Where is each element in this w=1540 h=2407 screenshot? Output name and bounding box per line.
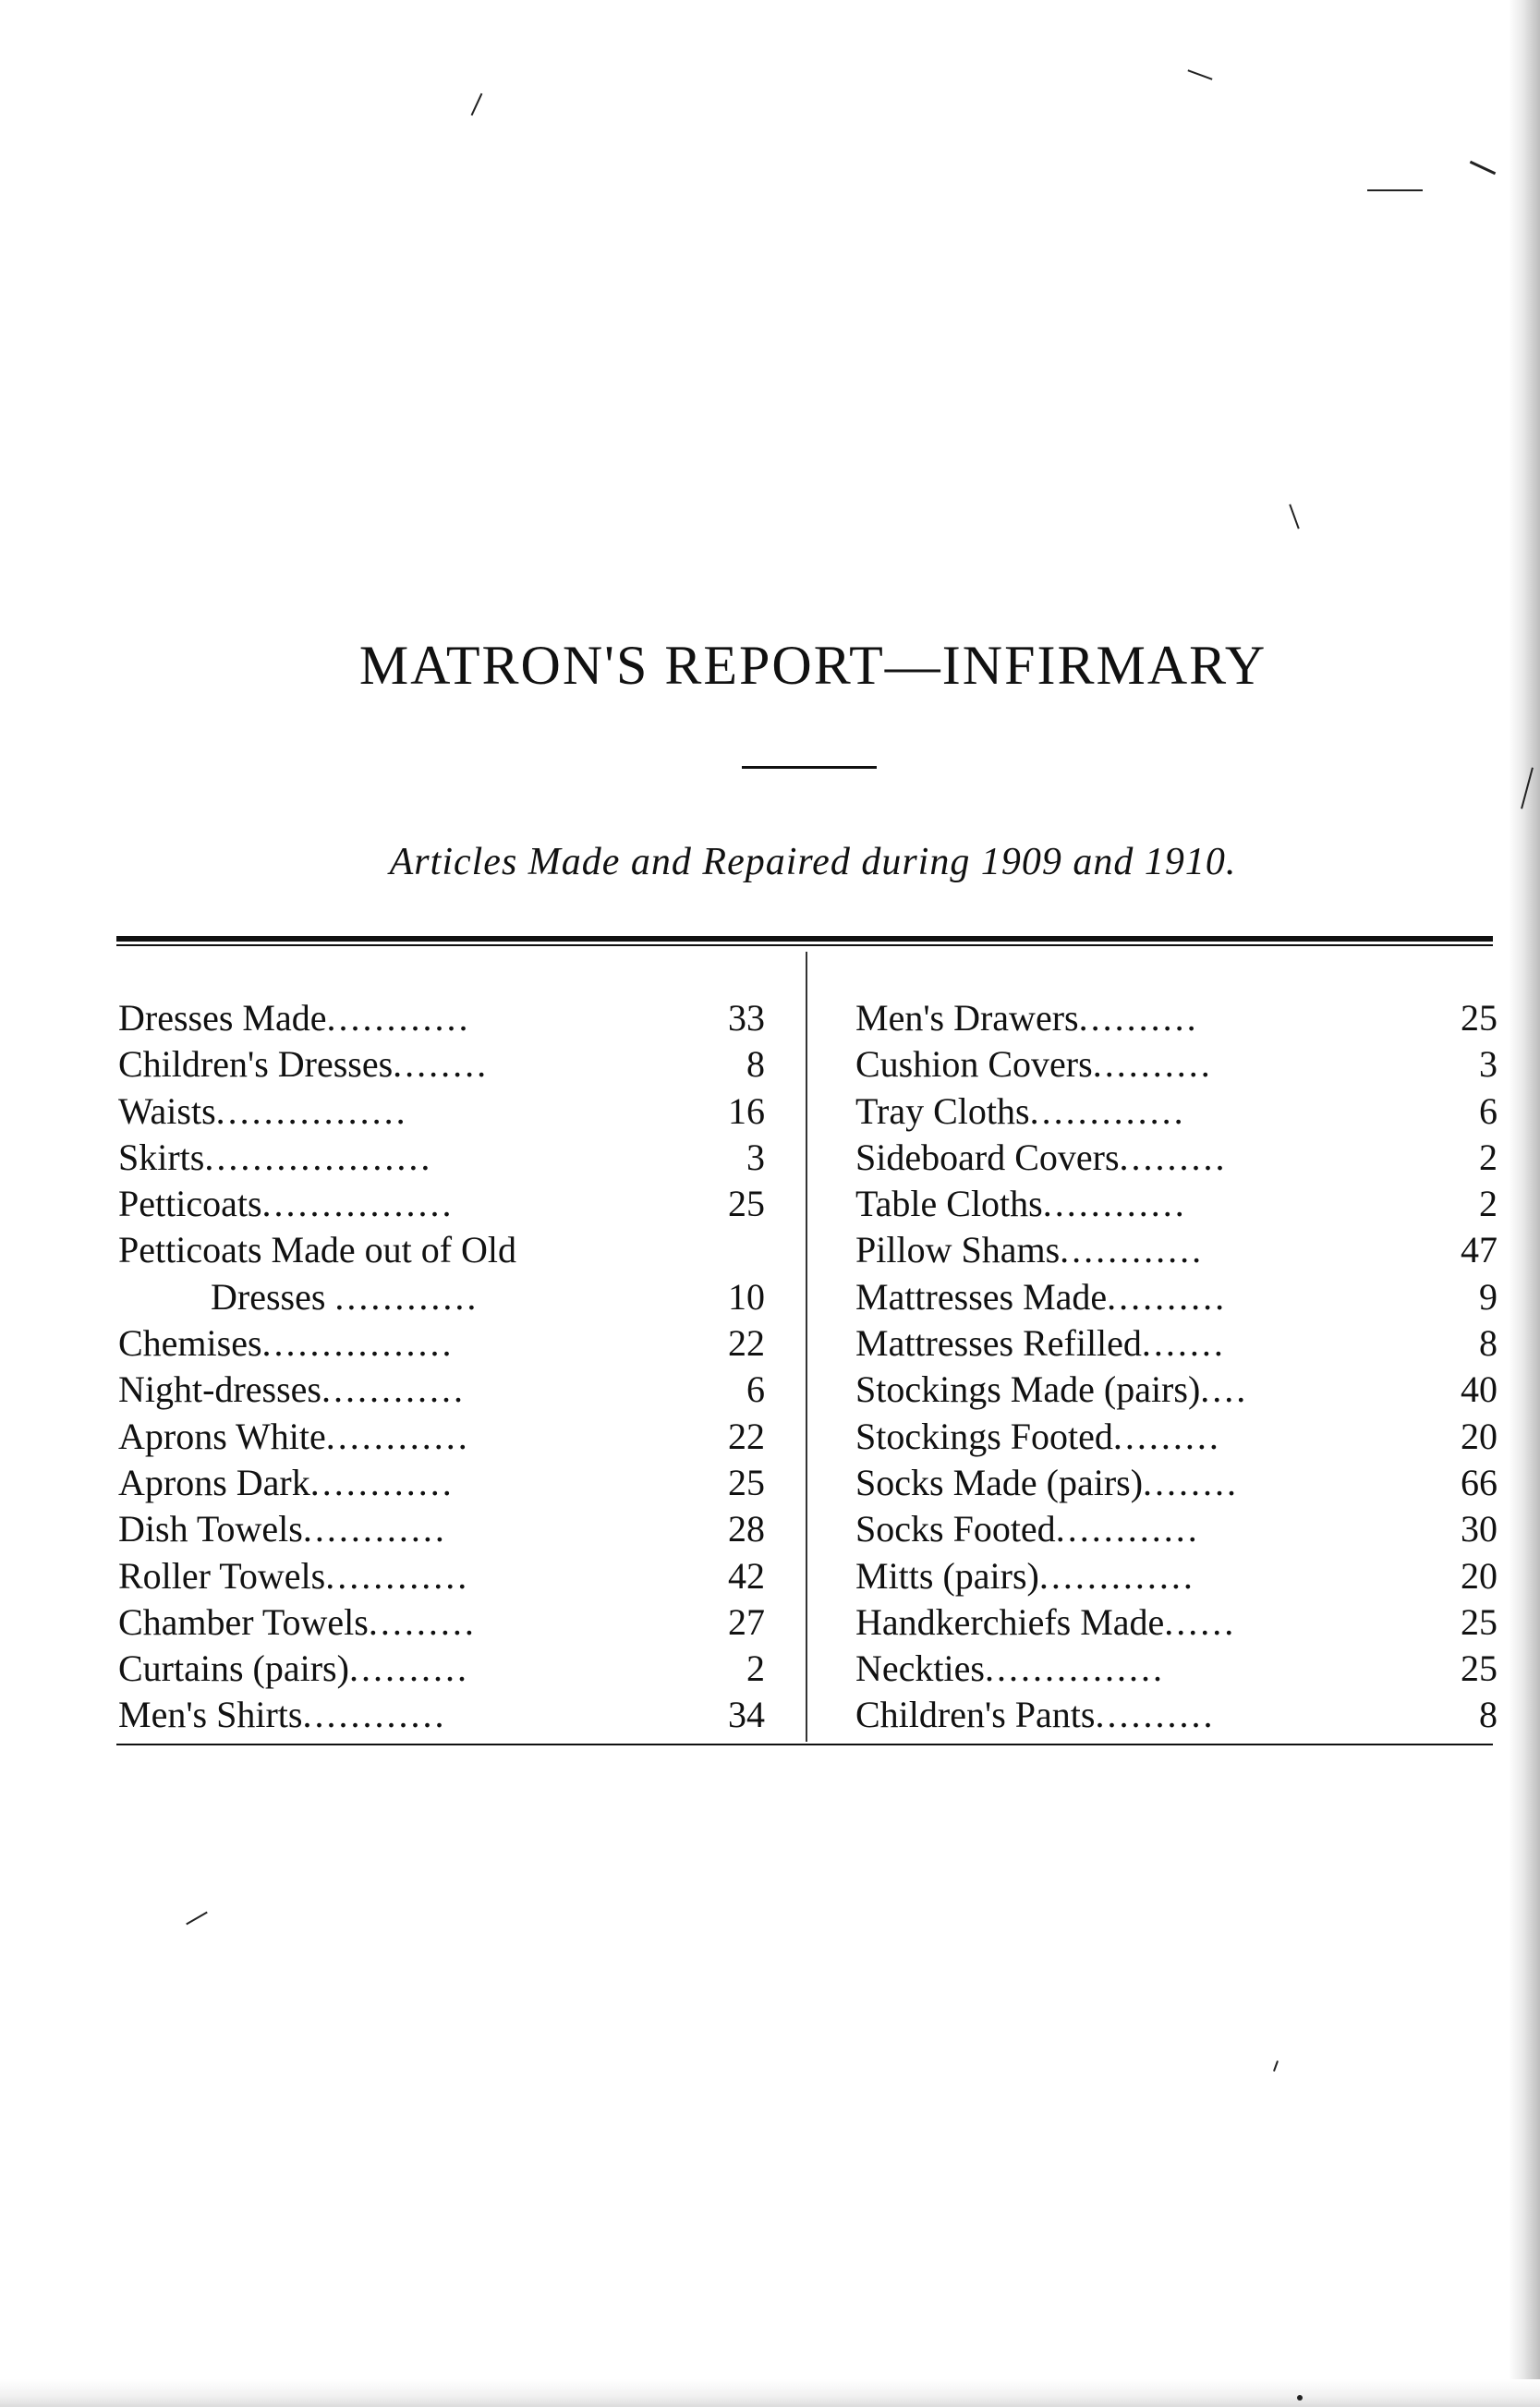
- item-label: Socks Made (pairs)........: [855, 1461, 1240, 1503]
- table-row: [118, 1414, 765, 1460]
- item-count: 42: [728, 1554, 765, 1597]
- item-count: 40: [1461, 1368, 1498, 1411]
- scan-mark: [186, 1912, 208, 1926]
- table-row: [855, 1135, 1498, 1181]
- item-label: Men's Shirts............: [118, 1694, 447, 1736]
- item-label: Skirts...................: [118, 1136, 433, 1178]
- item-count: 25: [728, 1183, 765, 1225]
- table-row: [855, 1367, 1498, 1413]
- scan-mark: [1273, 2061, 1279, 2072]
- scan-mark: [471, 93, 483, 115]
- page-edge-shadow: [1509, 0, 1540, 2407]
- item-label: Neckties...............: [855, 1647, 1165, 1690]
- table-bottom-rule: [116, 1744, 1493, 1745]
- item-label: Mattresses Refilled.......: [855, 1322, 1226, 1365]
- item-count: 3: [746, 1136, 765, 1178]
- table-row: [855, 1274, 1498, 1320]
- table-row: [118, 1506, 765, 1552]
- item-label: Chemises................: [118, 1322, 455, 1365]
- item-label: Stockings Made (pairs)....: [855, 1368, 1249, 1411]
- item-label: Children's Pants..........: [855, 1694, 1216, 1736]
- item-label: Tray Cloths.............: [855, 1089, 1186, 1132]
- item-count: 47: [1461, 1229, 1498, 1271]
- item-label: Cushion Covers..........: [855, 1043, 1213, 1086]
- item-count: 33: [728, 997, 765, 1039]
- table-row: [855, 1599, 1498, 1646]
- table-row: [118, 1646, 765, 1692]
- item-label: Sideboard Covers.........: [855, 1136, 1228, 1178]
- scan-mark: [1188, 69, 1213, 79]
- item-count: 6: [1479, 1089, 1498, 1132]
- table-row: [855, 1460, 1498, 1506]
- scan-mark: [1470, 161, 1496, 175]
- item-label: Roller Towels............: [118, 1554, 470, 1597]
- title-rule: [742, 766, 877, 769]
- item-count: 8: [746, 1043, 765, 1086]
- item-label: Mitts (pairs).............: [855, 1554, 1195, 1597]
- table-row: [118, 1367, 765, 1413]
- table-top-rule-thin: [116, 944, 1493, 946]
- table-top-rule-thick: [116, 936, 1493, 942]
- table-row: [118, 1088, 765, 1135]
- item-count: 10: [728, 1275, 765, 1318]
- item-count: 25: [1461, 1600, 1498, 1643]
- table-row: [855, 1181, 1498, 1227]
- table-row: [118, 1135, 765, 1181]
- item-label: Petticoats................: [118, 1183, 455, 1225]
- scan-mark: [1297, 2395, 1303, 2401]
- item-label: Mattresses Made..........: [855, 1275, 1228, 1318]
- table-row: [118, 1320, 765, 1367]
- table-row: [118, 1041, 765, 1088]
- item-label: Aprons Dark............: [118, 1461, 455, 1503]
- item-count: 22: [728, 1415, 765, 1457]
- item-count: 3: [1479, 1043, 1498, 1086]
- item-count: 25: [1461, 1647, 1498, 1690]
- table-row: [855, 1320, 1498, 1367]
- scan-mark: [1367, 189, 1423, 191]
- table-row: [855, 1041, 1498, 1088]
- item-label: Dresses Made............: [118, 997, 471, 1039]
- item-label: Children's Dresses........: [118, 1043, 490, 1086]
- scan-mark: [1289, 504, 1299, 529]
- table-row: [855, 1692, 1498, 1738]
- item-label: Waists................: [118, 1089, 408, 1132]
- table-row: [118, 1692, 765, 1738]
- item-count: 2: [746, 1647, 765, 1690]
- table-row: [118, 995, 765, 1041]
- item-label: Pillow Shams............: [855, 1229, 1205, 1271]
- item-count: 20: [1461, 1415, 1498, 1457]
- page-title: MATRON'S REPORT—INFIRMARY: [358, 635, 1267, 696]
- item-count: 28: [728, 1508, 765, 1550]
- table-row: [118, 1460, 765, 1506]
- item-count: 8: [1479, 1694, 1498, 1736]
- table-row: [118, 1553, 765, 1599]
- table-row: [855, 995, 1498, 1041]
- item-count: 2: [1479, 1136, 1498, 1178]
- item-count: 25: [1461, 997, 1498, 1039]
- item-count: 66: [1461, 1461, 1498, 1503]
- page-subtitle: Articles Made and Repaired during 1909 and 1910.: [389, 841, 1237, 883]
- item-count: 9: [1479, 1275, 1498, 1318]
- item-count: 20: [1461, 1554, 1498, 1597]
- item-label: Socks Footed............: [855, 1508, 1200, 1550]
- item-label: Table Cloths............: [855, 1183, 1187, 1225]
- table-row: [118, 1274, 765, 1320]
- item-label: Curtains (pairs)..........: [118, 1647, 469, 1690]
- item-label: Handkerchiefs Made......: [855, 1600, 1237, 1643]
- item-count: 16: [728, 1089, 765, 1132]
- item-label: Chamber Towels.........: [118, 1600, 477, 1643]
- item-count: 27: [728, 1600, 765, 1643]
- item-label: Dish Towels............: [118, 1508, 447, 1550]
- table-row: [855, 1414, 1498, 1460]
- table-row: [855, 1646, 1498, 1692]
- column-divider: [806, 952, 807, 1742]
- item-count: 25: [728, 1461, 765, 1503]
- item-label: Night-dresses............: [118, 1368, 466, 1411]
- right-column: [855, 995, 1498, 1739]
- item-label: Stockings Footed.........: [855, 1415, 1221, 1457]
- left-column: [118, 995, 765, 1739]
- item-count: 22: [728, 1322, 765, 1365]
- item-count: 34: [728, 1694, 765, 1736]
- item-label: Aprons White............: [118, 1415, 470, 1457]
- item-count: 8: [1479, 1322, 1498, 1365]
- item-count: 30: [1461, 1508, 1498, 1550]
- table-row: [855, 1506, 1498, 1552]
- bottom-edge-shadow: [0, 2379, 1540, 2407]
- item-label: Dresses ............: [211, 1275, 479, 1318]
- item-label: Men's Drawers..........: [855, 997, 1199, 1039]
- table-row: [118, 1181, 765, 1227]
- item-count: 6: [746, 1368, 765, 1411]
- table-row: [855, 1553, 1498, 1599]
- table-row: [855, 1227, 1498, 1273]
- item-count: 2: [1479, 1183, 1498, 1225]
- item-label: Petticoats Made out of Old: [118, 1229, 517, 1271]
- table-row: [118, 1599, 765, 1646]
- table-row: [118, 1227, 765, 1273]
- table-row: [855, 1088, 1498, 1135]
